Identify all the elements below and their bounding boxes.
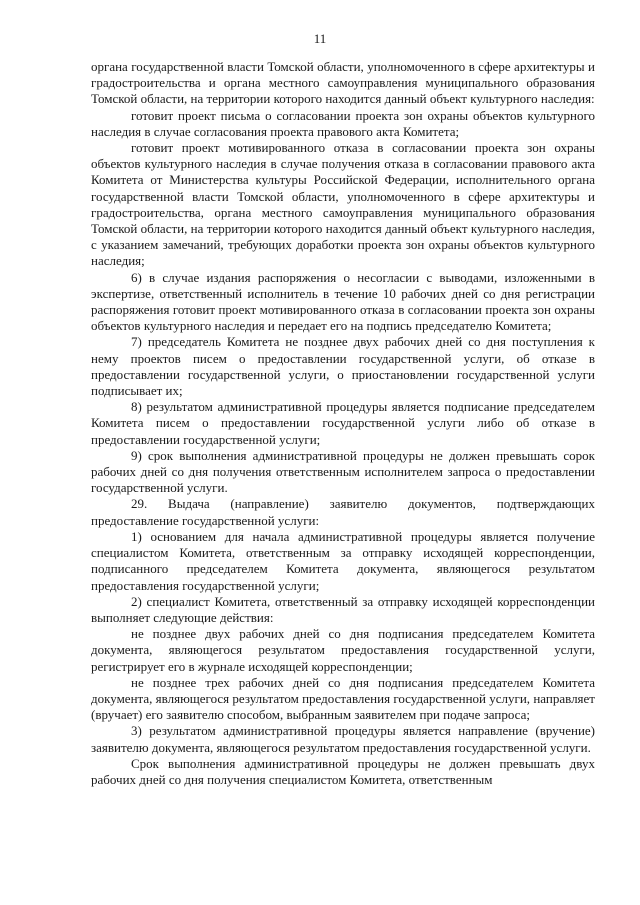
paragraph: 1) основанием для начала административной процедуры является получение специалистом Комитета, ответственным за отправку исходящей корреспонденции, подписанного председателем Комитета документа, являющегося результатом предоставления государственной услуги;	[91, 528, 595, 593]
paragraph: 9) срок выполнения административной процедуры не должен превышать сорок рабочих дней со дня получения ответственным исполнителем запроса о предоставлении государственной услуги.	[91, 447, 595, 496]
paragraph: готовит проект мотивированного отказа в согласовании проекта зон охраны объектов культурного наследия в случае получения отказа в согласовании правового акта Комитета от Министерства культуры Российской Федерации, исполнительного органа государственной власти Томской области, уполномоченного в сфере архитектуры и градостроительства, органа местного самоуправления муниципального образования Томской области, на территории которого находится данный объект культурного наследия, с указанием замечаний, требующих доработки проекта зон охраны объектов культурного наследия;	[91, 140, 595, 269]
document-body	[91, 59, 595, 788]
page-number: 11	[313, 31, 327, 46]
paragraph: 6) в случае издания распоряжения о несогласии с выводами, изложенными в экспертизе, ответственный исполнитель в течение 10 рабочих дней со дня регистрации распоряжения готовит проект мотивированного отказа в согласовании проекта зон охраны объектов культурного наследия и передает его на подпись председателю Комитета;	[91, 269, 595, 334]
paragraph: 7) председатель Комитета не позднее двух рабочих дней со дня поступления к нему проектов писем о предоставлении государственной услуги, об отказе в предоставлении государственной услуги, о приостановлении государственной услуги подписывает их;	[91, 334, 595, 399]
paragraph: Срок выполнения административной процедуры не должен превышать двух рабочих дней со дня получения специалистом Комитета, ответственным	[91, 755, 595, 787]
paragraph: органа государственной власти Томской области, уполномоченного в сфере архитектуры и градостроительства и органа местного самоуправления муниципального образования Томской области, на территории которого находится данный объект культурного наследия:	[91, 59, 595, 107]
paragraph: 2) специалист Комитета, ответственный за отправку исходящей корреспонденции выполняет следующие действия:	[91, 593, 595, 625]
paragraph: не позднее двух рабочих дней со дня подписания председателем Комитета документа, являющегося результатом предоставления государственной услуги, регистрирует его в журнале исходящей корреспонденции;	[91, 626, 595, 674]
paragraph: 8) результатом административной процедуры является подписание председателем Комитета писем о предоставлении государственной услуги либо об отказе в предоставлении государственной услуги;	[91, 399, 595, 447]
paragraph: не позднее трех рабочих дней со дня подписания председателем Комитета документа, являющегося результатом предоставления государственной услуги, направляет (вручает) его заявителю способом, выбранным заявителем при подаче запроса;	[91, 674, 595, 723]
paragraph: готовит проект письма о согласовании проекта зон охраны объектов культурного наследия в случае согласования проекта правового акта Комитета;	[91, 107, 595, 139]
section-heading-29: 29. Выдача (направление) заявителю документов, подтверждающих предоставление государственной услуги:	[91, 496, 595, 528]
paragraph: 3) результатом административной процедуры является направление (вручение) заявителю документа, являющегося результатом предоставления государственной услуги.	[91, 723, 595, 755]
